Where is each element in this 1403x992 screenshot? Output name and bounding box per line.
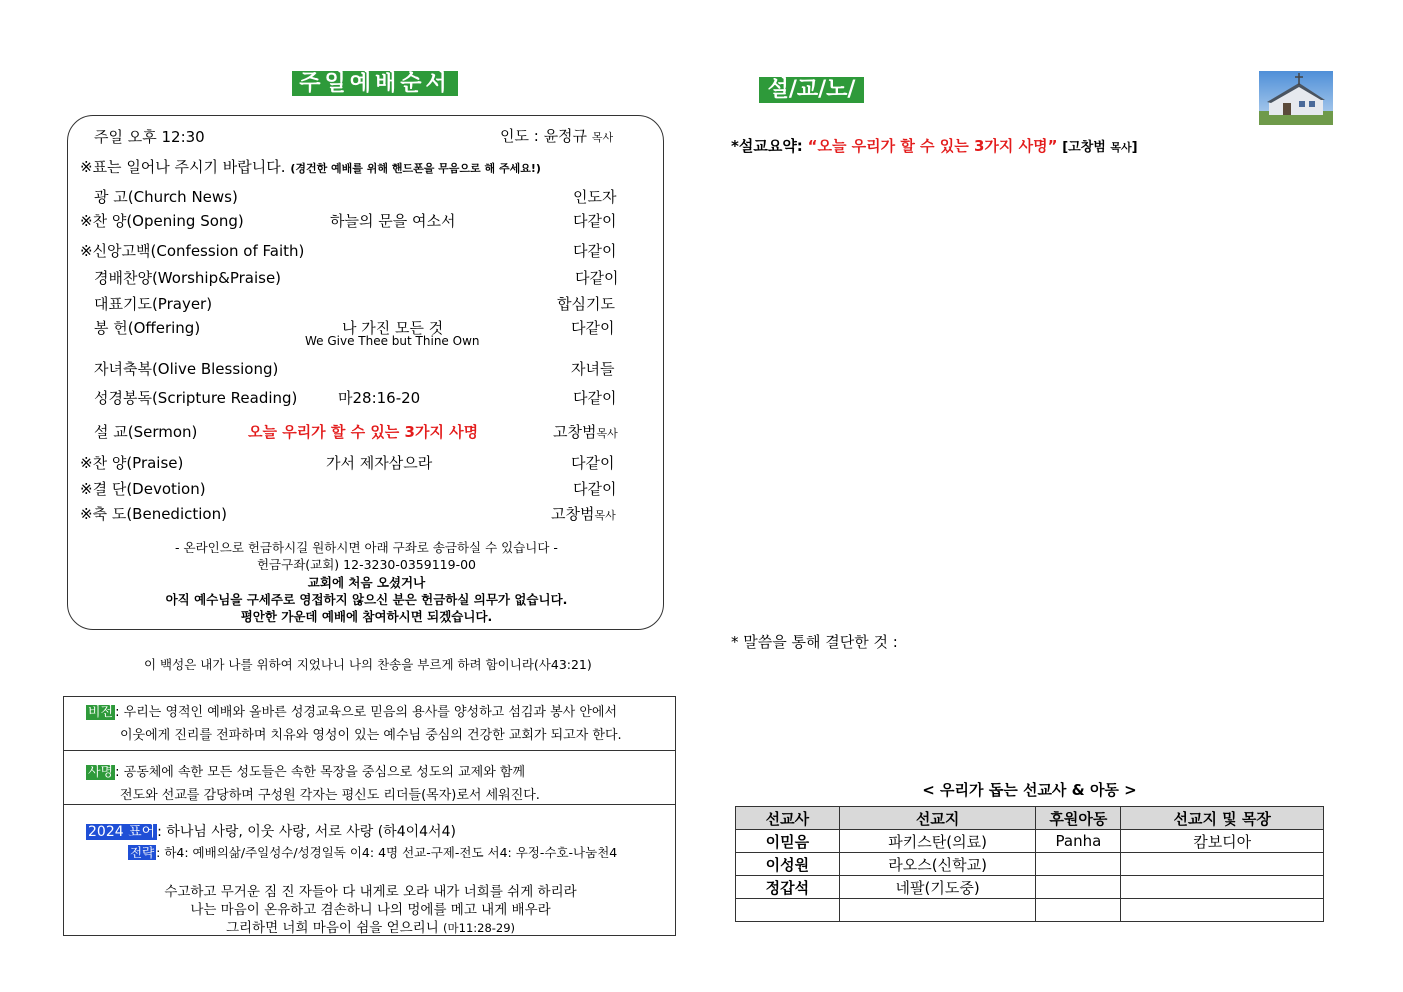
item-right: 다같이: [571, 319, 615, 337]
table-cell: 캄보디아: [1121, 830, 1324, 853]
table-cell: [1036, 876, 1121, 899]
item-right: 다같이: [575, 269, 619, 287]
item-right: 다같이: [573, 242, 617, 260]
table-cell: 라오스(신학교): [839, 853, 1036, 876]
vision-line-2: 이웃에게 진리를 전파하며 치유와 영성이 있는 예수님 중심의 건강한 교회가 되고자 한다.: [120, 728, 622, 743]
table-header: 선교지 및 목장: [1121, 807, 1324, 830]
table-cell: [1121, 853, 1324, 876]
item-label: 설 교(Sermon): [94, 423, 198, 441]
church-photo: [1259, 71, 1333, 125]
item-middle: 하늘의 문을 여소서: [330, 212, 456, 230]
strategy: 전략 : 하4: 예배의삶/주일성수/성경일독 이4: 4명 선교-구제-전도 서4: 우정-수호-나눔천4: [130, 845, 618, 860]
item-label: ※찬 양(Opening Song): [80, 212, 244, 230]
item-label: ※신앙고백(Confession of Faith): [80, 242, 305, 260]
table-header-row: [736, 807, 1324, 830]
missionary-table: [735, 806, 1324, 922]
item-label: 자녀축복(Olive Blessiong): [94, 360, 279, 378]
bible-verse: 이 백성은 내가 나를 위하여 지었나니 나의 찬송을 부르게 하려 함이니라(사43:21): [144, 657, 592, 672]
vision-mission-box: [63, 696, 676, 936]
table-cell: [736, 899, 840, 922]
divider: [64, 750, 675, 751]
mission-line-2: 전도와 선교를 감당하며 구성원 각자는 평신도 리더들(목자)로서 세워진다.: [120, 788, 540, 803]
sermon-title-red: 오늘 우리가 할 수 있는 3가지 사명: [248, 423, 479, 441]
item-label: ※찬 양(Praise): [80, 454, 184, 472]
table-cell: 이믿음: [736, 830, 840, 853]
table-cell: [1036, 853, 1121, 876]
table-row: [736, 876, 1324, 899]
table-row: [736, 853, 1324, 876]
item-right: 자녀들: [571, 360, 615, 378]
item-label: 봉 헌(Offering): [94, 319, 201, 337]
welcome-line-3: 평안한 가운데 예배에 참여하시면 되겠습니다.: [240, 609, 493, 624]
online-offering-note: - 온라인으로 헌금하시길 원하시면 아래 구좌로 송금하실 수 있습니다 -: [175, 540, 558, 555]
closing-line-2: 나는 마음이 온유하고 겸손하니 나의 멍에를 메고 내게 배우라: [190, 902, 551, 918]
resolution-label: * 말씀을 통해 결단한 것 :: [731, 633, 898, 651]
sermon-note-title: 설/교/노/트: [759, 77, 864, 103]
item-middle: 나 가진 모든 것: [342, 319, 444, 337]
table-header: 후원아동: [1036, 807, 1121, 830]
vision-line-1: 비전 : 우리는 영적인 예배와 올바른 성경교육으로 믿음의 용사를 양성하고 섬김과 봉사 안에서: [88, 705, 618, 720]
table-cell: [1121, 876, 1324, 899]
item-label: ※결 단(Devotion): [80, 480, 206, 498]
mission-label: 사명: [88, 765, 114, 780]
standing-note: ※표는 일어나 주시기 바랍니다. (경건한 예배를 위해 핸드폰을 무음으로 해 주세요!): [80, 158, 541, 176]
worship-order-title: 주일예배순서: [292, 71, 458, 96]
sermon-summary: *설교요약: “오늘 우리가 할 수 있는 3가지 사명” [고창범 목사]: [731, 137, 1138, 155]
table-header: 선교지: [839, 807, 1036, 830]
mission-table-title: < 우리가 돕는 선교사 & 아동 >: [922, 781, 1137, 799]
item-right: 고창범목사: [551, 505, 616, 523]
year-motto: 2024 표어 : 하나님 사랑, 이웃 사랑, 서로 사랑 (하4이4서4): [88, 824, 456, 840]
table-cell: 네팔(기도중): [839, 876, 1036, 899]
item-right: 다같이: [573, 480, 617, 498]
item-right: 인도자: [573, 188, 617, 206]
item-middle: 마28:16-20: [338, 389, 421, 407]
item-label: ※축 도(Benediction): [80, 505, 227, 523]
item-label: 경배찬양(Worship&Praise): [94, 269, 282, 287]
item-right: 다같이: [573, 212, 617, 230]
item-label: 광 고(Church News): [94, 188, 238, 206]
item-right: 고창범목사: [553, 423, 618, 441]
strategy-label: 전략: [130, 845, 155, 860]
table-cell: [1121, 899, 1324, 922]
item-label: 성경봉독(Scripture Reading): [94, 389, 298, 407]
closing-line-1: 수고하고 무거운 짐 진 자들아 다 내게로 오라 내가 너희를 쉬게 하리라: [164, 884, 577, 900]
item-label: 대표기도(Prayer): [94, 295, 213, 313]
welcome-line-1: 교회에 처음 오셨거나: [307, 575, 426, 590]
table-row: [736, 899, 1324, 922]
sermon-summary-title: “오늘 우리가 할 수 있는 3가지 사명”: [807, 137, 1058, 155]
table-cell: [839, 899, 1036, 922]
item-middle-english: We Give Thee but Thine Own: [305, 334, 480, 348]
vision-label: 비전: [88, 705, 114, 720]
item-right: 다같이: [573, 389, 617, 407]
year-motto-label: 2024 표어: [88, 824, 156, 840]
table-cell: 정갑석: [736, 876, 840, 899]
leader: 인도 : 윤정규 목사: [500, 127, 614, 145]
welcome-line-2: 아직 예수님을 구세주로 영접하지 않으신 분은 헌금하실 의무가 없습니다.: [165, 592, 568, 607]
worship-order-box: [67, 115, 664, 630]
item-right: 합심기도: [557, 295, 615, 313]
closing-line-3: 그리하면 너희 마음이 쉼을 얻으리니 (마11:28-29): [225, 920, 516, 936]
offering-account: 헌금구좌(교회) 12-3230-0359119-00: [256, 557, 476, 572]
table-row: [736, 830, 1324, 853]
table-cell: [1036, 899, 1121, 922]
table-cell: 이성원: [736, 853, 840, 876]
table-cell: Panha: [1036, 830, 1121, 853]
table-header: 선교사: [736, 807, 840, 830]
service-time: 주일 오후 12:30: [94, 128, 205, 146]
divider: [64, 804, 675, 805]
table-cell: 파키스탄(의료): [839, 830, 1036, 853]
item-middle: 가서 제자삼으라: [326, 454, 433, 472]
item-right: 다같이: [571, 454, 615, 472]
mission-line-1: 사명 : 공동체에 속한 모든 성도들은 속한 목장을 중심으로 성도의 교제와 함께: [88, 765, 526, 780]
